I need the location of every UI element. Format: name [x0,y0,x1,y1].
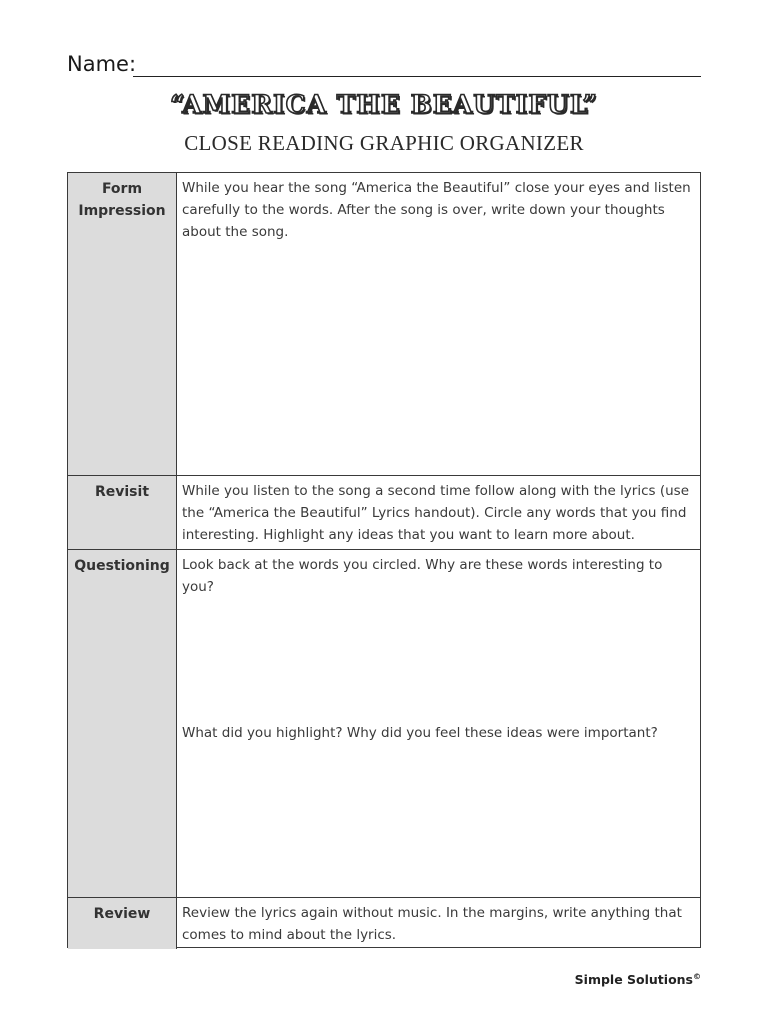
row-label-revisit: Revisit [68,476,177,549]
page-subtitle: CLOSE READING GRAPHIC ORGANIZER [184,131,584,155]
name-blank-line[interactable] [133,76,701,77]
name-label: Name: [67,52,137,76]
prompt-form-impression: While you hear the song “America the Beautiful” close your eyes and listen carefully to the words. After the song is over, write down your thoughts about the song. [182,180,691,240]
row-label-review: Review [68,898,177,949]
prompt-questioning-highlight: What did you highlight? Why did you feel these ideas were important? [182,725,658,741]
graphic-organizer-table [67,172,701,948]
footer-brand [575,972,701,987]
copyright-mark: © [693,972,701,981]
prompt-review: Review the lyrics again without music. In the margins, write anything that comes to mind about the lyrics. [182,905,682,943]
name-row [67,52,701,80]
prompt-revisit: While you listen to the song a second time follow along with the lyrics (use the “America the Beautiful” Lyrics handout). Circle any words that you find interesting. Highlight any ideas that you want to learn more about. [182,483,690,543]
row-label-questioning: Questioning [68,550,177,897]
brand-name: Simple Solutions [574,972,693,988]
page-title: “AMERICA THE BEAUTIFUL” [170,90,598,119]
row-form-impression [68,173,700,475]
prompt-questioning-circled: Look back at the words you circled. Why are these words interesting to you? [182,557,663,595]
row-questioning [68,549,700,897]
row-content-questioning[interactable] [177,550,700,897]
row-content-revisit[interactable] [177,476,700,549]
row-label-form-impression: Form Impression [68,173,177,475]
row-content-form-impression[interactable] [177,173,700,475]
row-content-review[interactable] [177,898,700,949]
row-revisit [68,475,700,549]
row-review [68,897,700,949]
